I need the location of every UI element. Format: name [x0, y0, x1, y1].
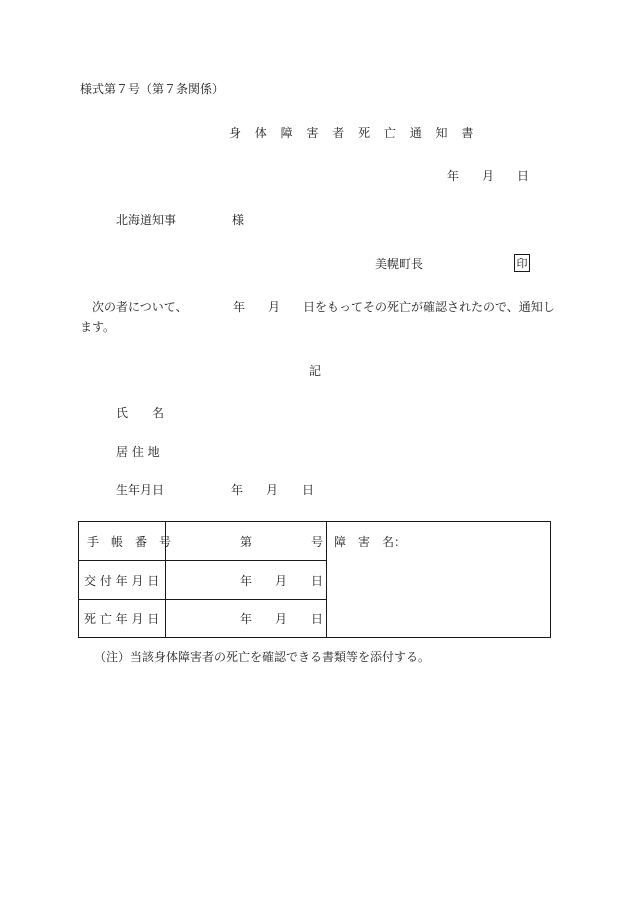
row-issue-date-day: 日 — [311, 574, 324, 588]
seal-label: 印 — [516, 256, 528, 270]
row-handbook-number-dai: 第 — [240, 535, 253, 549]
addressee-honorific: 様 — [232, 213, 245, 227]
row-death-date-year: 年 — [240, 612, 253, 626]
field-name-label: 氏 名 — [116, 406, 165, 420]
birth-month-label: 月 — [266, 483, 279, 497]
table-row-divider-1 — [78, 560, 327, 561]
body-lead: 次の者について、 — [92, 300, 188, 314]
field-birth-label: 生年月日 — [116, 483, 165, 497]
birth-day-label: 日 — [302, 483, 315, 497]
table-border-top — [78, 521, 551, 522]
table-border-left — [78, 521, 79, 638]
form-number: 様式第７号（第７条関係） — [80, 82, 225, 96]
ki-heading: 記 — [309, 364, 322, 378]
body-line-2: ます。 — [80, 320, 116, 334]
date-month-label: 月 — [482, 169, 495, 183]
field-address-label: 居 住 地 — [116, 445, 160, 459]
disability-name-label: 障 害 名： — [334, 535, 407, 549]
addressee-name: 北海道知事 — [116, 213, 177, 227]
row-issue-date-year: 年 — [240, 574, 253, 588]
row-death-date-month: 月 — [275, 612, 288, 626]
row-handbook-number-go: 号 — [311, 535, 324, 549]
certificate-table — [78, 521, 551, 638]
body-month: 月 — [268, 300, 281, 314]
table-divider-value — [326, 521, 327, 638]
body-year: 年 — [233, 300, 246, 314]
table-row-divider-2 — [78, 599, 327, 600]
body-rest: 日をもってその死亡が確認されたので、通知し — [303, 300, 555, 314]
document-title: 身 体 障 害 者 死 亡 通 知 書 — [229, 126, 479, 140]
table-border-bottom — [78, 637, 551, 638]
row-issue-date-label: 交 付 年 月 日 — [84, 574, 160, 588]
row-death-date-label: 死 亡 年 月 日 — [84, 612, 160, 626]
row-issue-date-month: 月 — [275, 574, 288, 588]
date-day-label: 日 — [517, 169, 530, 183]
row-death-date-day: 日 — [311, 612, 324, 626]
date-year-label: 年 — [447, 169, 460, 183]
seal-box — [514, 254, 530, 272]
table-border-right — [550, 521, 551, 638]
row-handbook-number-label: 手 帳 番 号 — [87, 535, 172, 549]
birth-year-label: 年 — [231, 483, 244, 497]
footnote: （注）当該身体障害者の死亡を確認できる書類等を添付する。 — [94, 650, 431, 664]
sender-name: 美幌町長 — [375, 257, 424, 271]
